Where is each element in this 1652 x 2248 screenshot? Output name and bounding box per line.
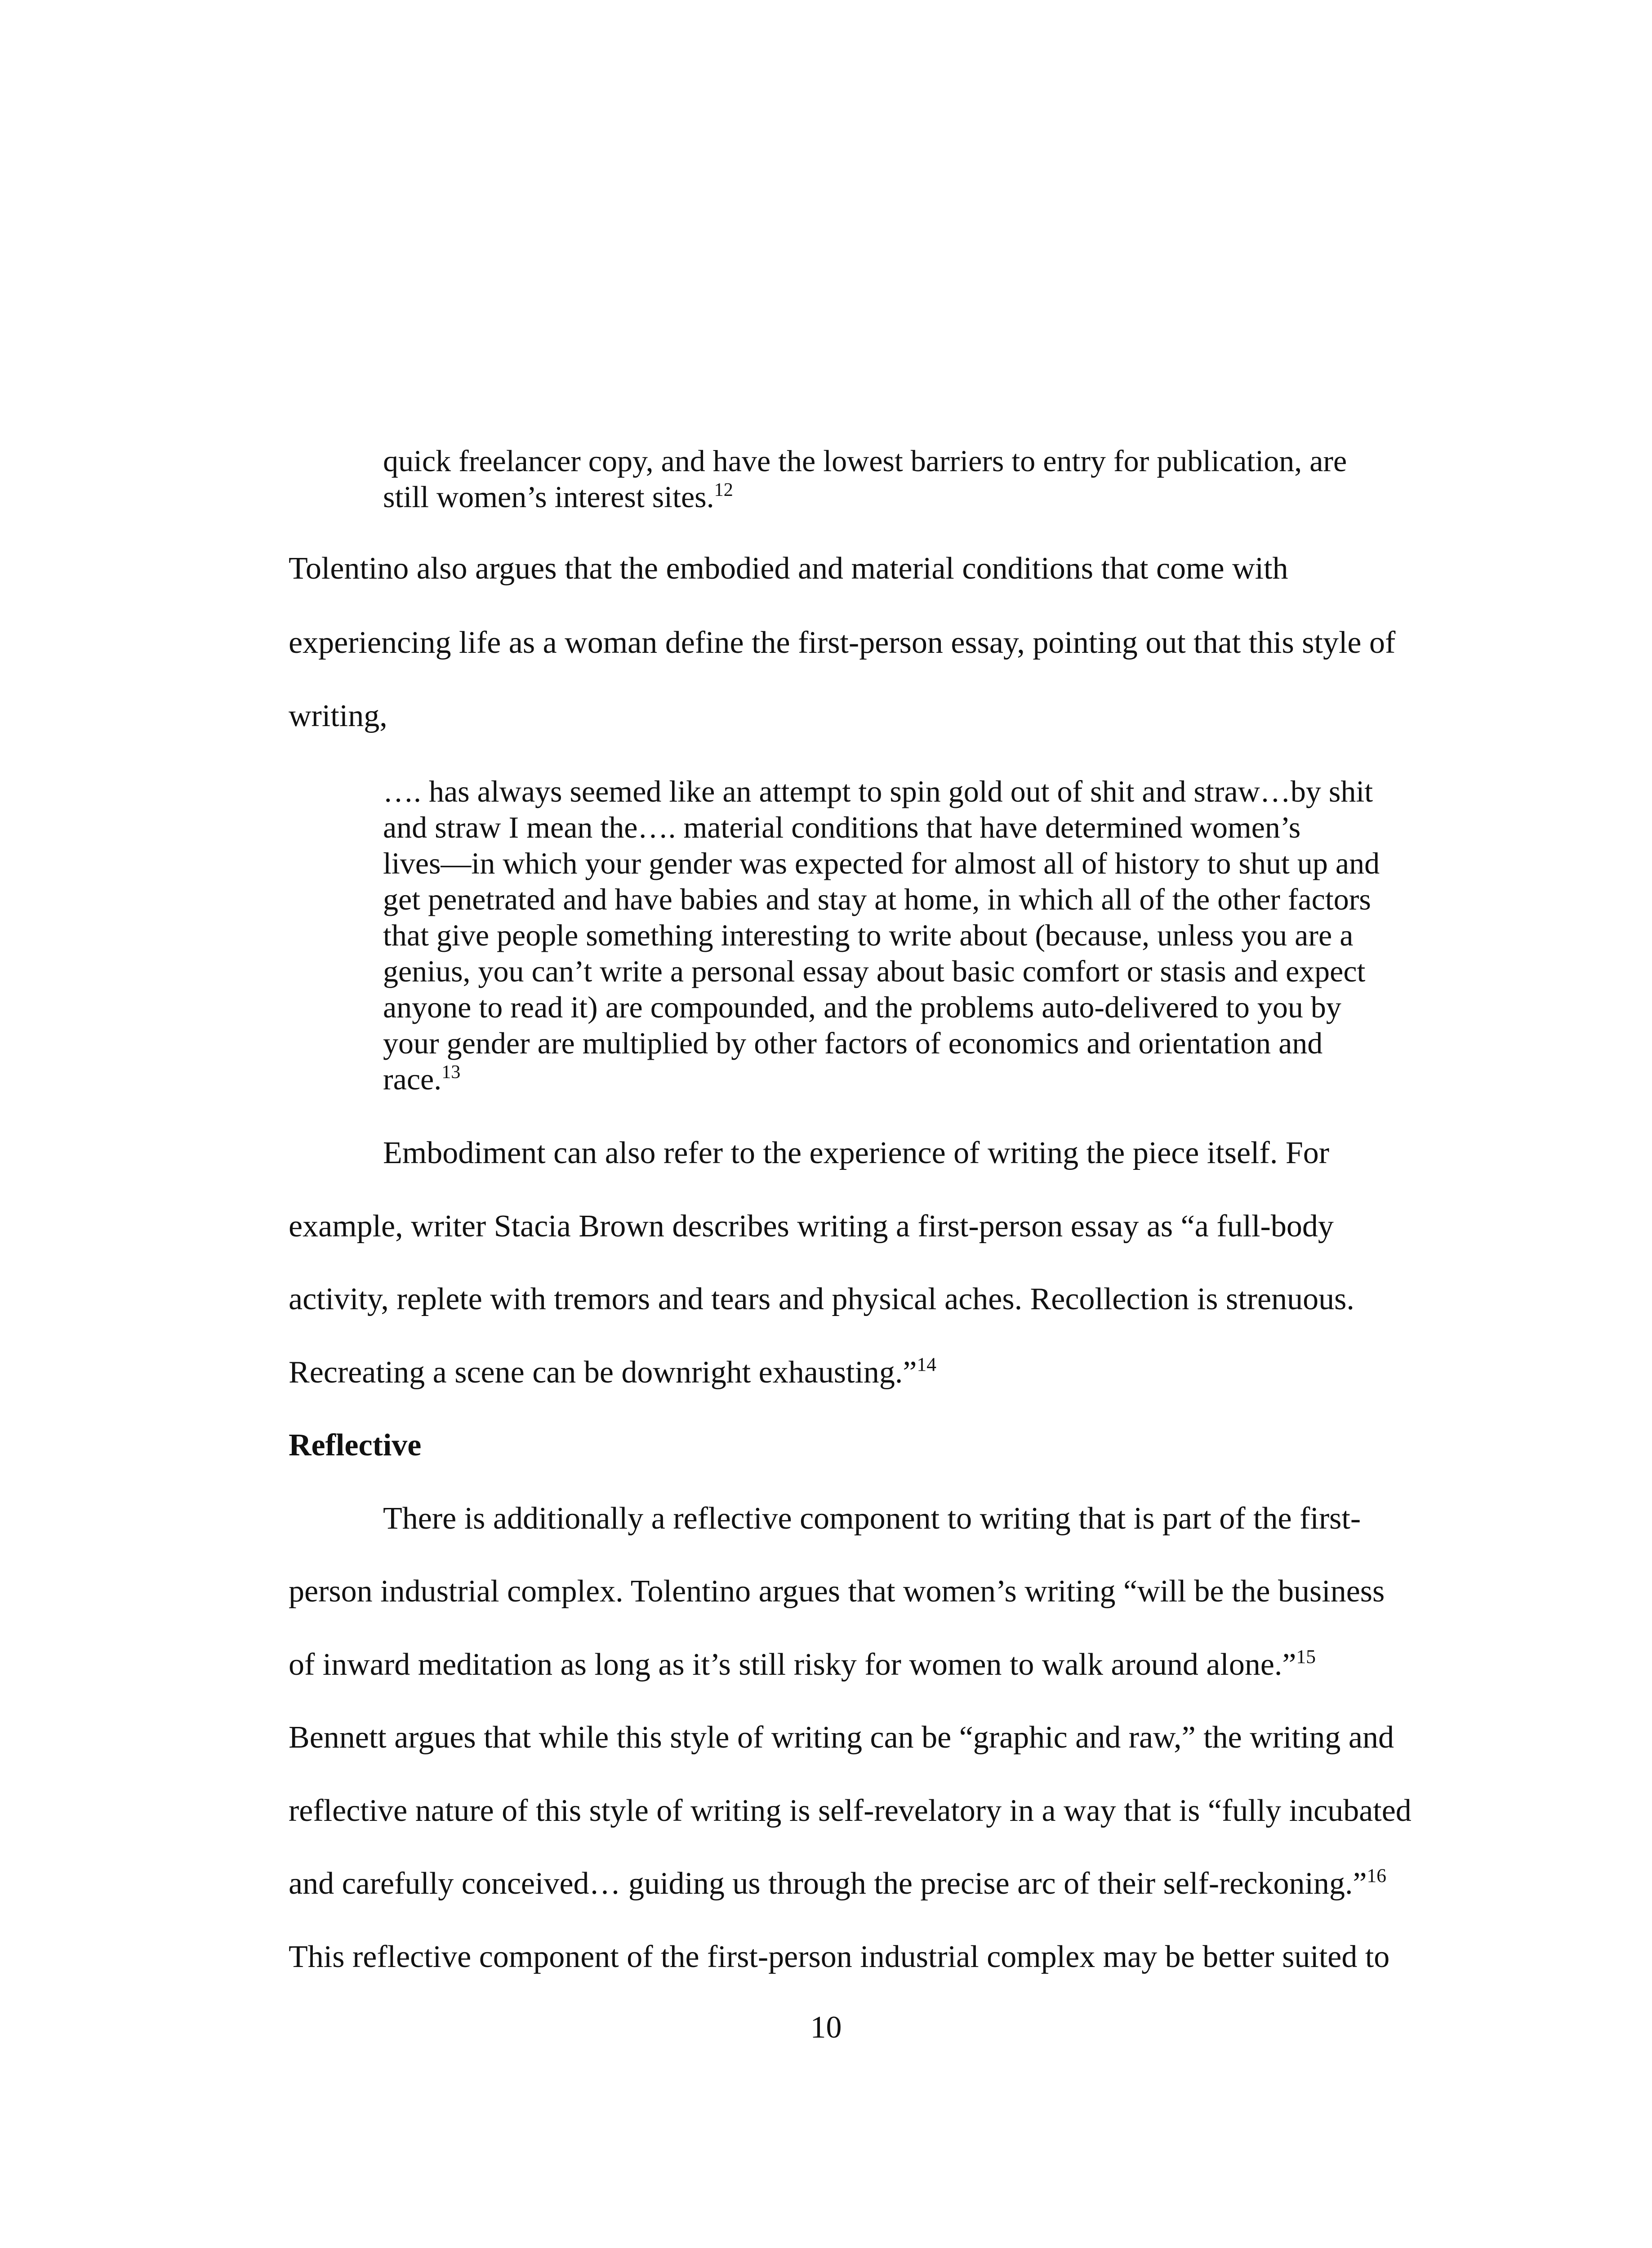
blockquote-top-line-1: quick freelancer copy, and have the lowest barriers to entry for publication, are bbox=[383, 444, 1347, 478]
para3-line-2: person industrial complex. Tolentino argues that women’s writing “will be the business bbox=[289, 1574, 1385, 1609]
section-heading: Reflective bbox=[289, 1428, 422, 1463]
para3-line-4: Bennett argues that while this style of writing can be “graphic and raw,” the writing and bbox=[289, 1720, 1394, 1755]
blockquote-main-line-6: genius, you can’t write a personal essay about basic comfort or stasis and expect bbox=[383, 954, 1366, 988]
para1-line-2: experiencing life as a woman define the first-person essay, pointing out that this style of bbox=[289, 625, 1396, 660]
para1-line-1: Tolentino also argues that the embodied and material conditions that come with bbox=[289, 551, 1288, 586]
para2-line-1: Embodiment can also refer to the experience of writing the piece itself. For bbox=[383, 1136, 1330, 1170]
para3-line-3: of inward meditation as long as it’s still risky for women to walk around alone.”$^{15}$ bbox=[289, 1646, 1316, 1682]
footnote-ref-13: 13 bbox=[441, 1061, 461, 1083]
blockquote-main-line-1: …. has always seemed like an attempt to spin gold out of shit and straw…by shit bbox=[383, 774, 1373, 808]
blockquote-main-line-3: lives—in which your gender was expected for almost all of history to shut up and bbox=[383, 846, 1380, 880]
blockquote-main-line-2: and straw I mean the…. material conditions that have determined women’s bbox=[383, 810, 1301, 844]
blockquote-main-line-8: your gender are multiplied by other factors of economics and orientation and bbox=[383, 1026, 1323, 1060]
para2-line-4: Recreating a scene can be downright exhausting.”$^{14}$ bbox=[289, 1353, 936, 1390]
para3-line-7: This reflective component of the first-person industrial complex may be better suited to bbox=[289, 1940, 1390, 1974]
blockquote-main-line-9: race.$^{13}$ bbox=[383, 1061, 461, 1096]
blockquote-main-line-5: that give people something interesting to write about (because, unless you are a bbox=[383, 918, 1354, 952]
blockquote-main-line-7: anyone to read it) are compounded, and the problems auto-delivered to you by bbox=[383, 990, 1341, 1024]
para2-line-3: activity, replete with tremors and tears and physical aches. Recollection is strenuous. bbox=[289, 1282, 1354, 1316]
blockquote-main-line-4: get penetrated and have babies and stay at home, in which all of the other factors bbox=[383, 882, 1371, 916]
para1-line-3: writing, bbox=[289, 699, 387, 733]
page-number: 10 bbox=[810, 2010, 842, 2045]
para2-line-2: example, writer Stacia Brown describes writing a first-person essay as “a full-body bbox=[289, 1209, 1334, 1244]
para3-line-6: and carefully conceived… guiding us through the precise arc of their self-reckoning.”$^{16}$ bbox=[289, 1864, 1386, 1901]
footnote-ref-12: 12 bbox=[714, 479, 733, 500]
footnote-ref-16: 16 bbox=[1367, 1864, 1386, 1887]
blockquote-top-line-2: still women’s interest sites.$^{12}$ bbox=[383, 479, 733, 514]
para3-line-1: There is additionally a reflective component to writing that is part of the first- bbox=[383, 1501, 1361, 1536]
para3-line-5: reflective nature of this style of writing is self-revelatory in a way that is “fully incubated bbox=[289, 1793, 1412, 1828]
footnote-ref-15: 15 bbox=[1296, 1646, 1316, 1668]
footnote-ref-14: 14 bbox=[917, 1353, 936, 1375]
